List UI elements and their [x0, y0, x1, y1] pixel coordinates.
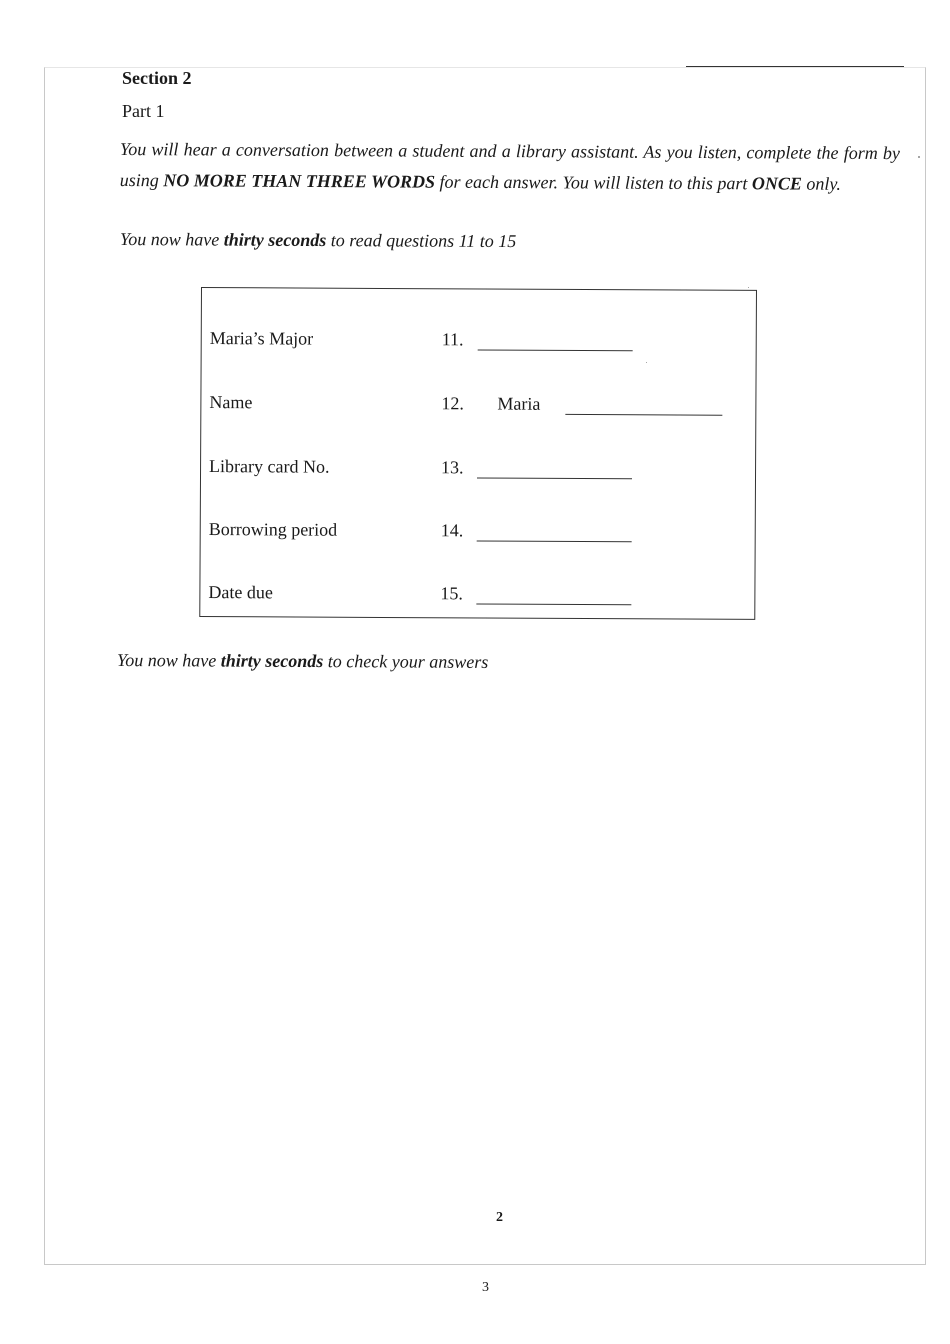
part-label: Part 1	[122, 101, 165, 121]
scan-speck	[646, 362, 647, 363]
form-label: Date due	[208, 582, 273, 603]
form-label: Name	[209, 392, 253, 413]
form-row-major	[210, 328, 750, 357]
instructions-start: You will hear a conversation between a student and a library assistant. As you listen, complete the form by using	[119, 138, 900, 191]
question-number: 13.	[441, 457, 464, 478]
read-note-suffix: to read questions 11 to 15	[326, 230, 517, 252]
form-row-card-no	[209, 456, 749, 485]
form-label: Maria’s Major	[209, 328, 314, 349]
answer-blank-14[interactable]	[477, 540, 632, 542]
form-row-name	[209, 392, 749, 421]
form-label: Borrowing period	[208, 519, 338, 540]
answer-form	[199, 287, 757, 620]
instructions-mid: for each answer. You will listen to this part	[434, 171, 752, 194]
question-number: 15.	[440, 583, 463, 604]
answer-blank-13[interactable]	[477, 477, 632, 479]
read-time-note	[120, 229, 516, 252]
scan-speck	[748, 287, 749, 288]
check-note-emphasis: thirty seconds	[220, 650, 324, 672]
check-note-suffix: to check your answers	[323, 651, 489, 672]
form-row-borrowing-period	[209, 519, 749, 548]
form-label: Library card No.	[209, 456, 330, 477]
outer-page-number: 3	[482, 1280, 489, 1295]
question-number: 14.	[440, 520, 464, 541]
check-note-prefix: You now have	[116, 650, 221, 671]
answer-blank-15[interactable]	[476, 603, 631, 605]
section-title: Section 2	[122, 68, 192, 88]
read-note-emphasis: thirty seconds	[223, 229, 327, 251]
header-rule	[686, 66, 904, 67]
inner-page-number: 2	[496, 1210, 503, 1225]
question-number: 12.	[441, 393, 464, 414]
answer-blank-11[interactable]	[478, 349, 633, 351]
instructions-paragraph	[120, 134, 900, 200]
once-emphasis: ONCE	[751, 173, 802, 194]
scan-speck	[918, 156, 920, 158]
prefilled-answer: Maria	[497, 393, 541, 414]
check-time-note	[117, 650, 488, 673]
question-number: 11.	[441, 329, 464, 350]
read-note-prefix: You now have	[119, 229, 224, 250]
answer-blank-12[interactable]	[565, 414, 722, 416]
word-limit: NO MORE THAN THREE WORDS	[163, 170, 436, 192]
form-row-date-due	[208, 582, 748, 611]
instructions-end: only.	[801, 173, 841, 194]
